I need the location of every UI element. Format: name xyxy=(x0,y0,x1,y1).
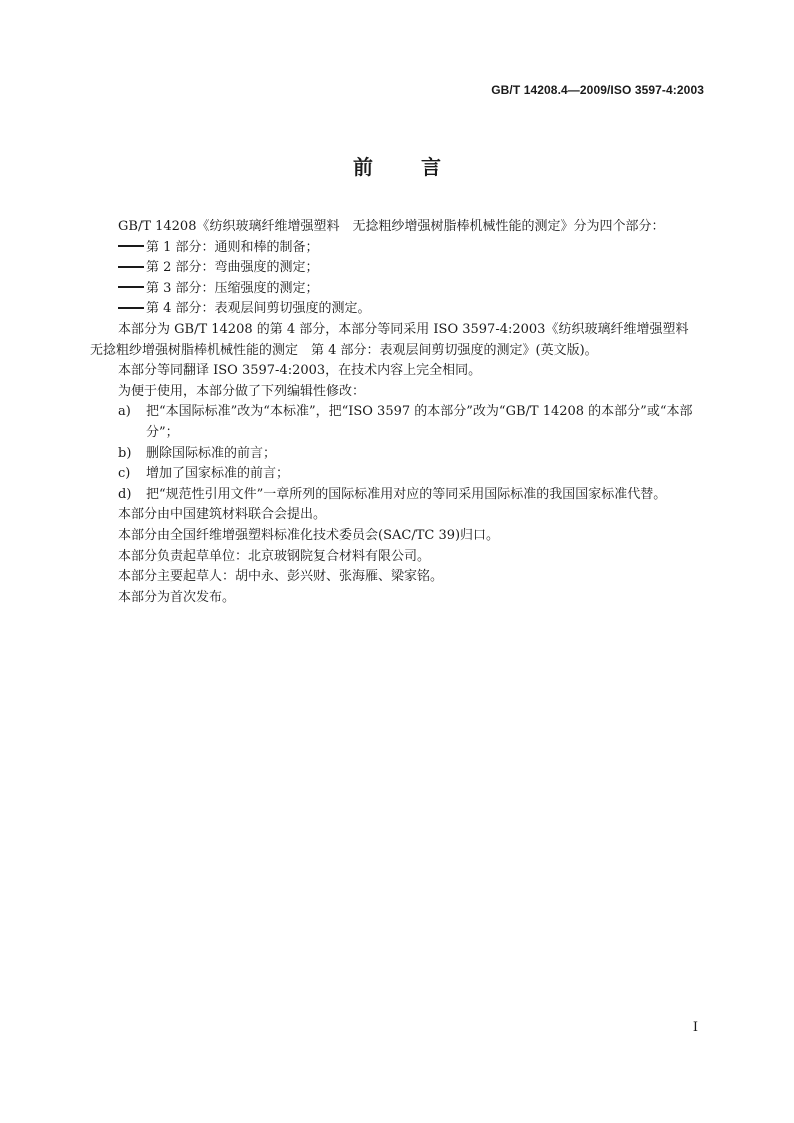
page-title: 前言 xyxy=(353,155,489,179)
standard-number-header: GB/T 14208.4—2009/ISO 3597-4:2003 xyxy=(491,83,704,97)
part-list-item xyxy=(90,279,706,300)
edit-list-item xyxy=(90,464,706,485)
drafters-paragraph: 本部分主要起草人：胡中永、彭兴财、张海雁、梁家铭。 xyxy=(118,569,444,585)
edits-intro-paragraph: 为便于使用，本部分做了下列编辑性修改： xyxy=(118,383,366,399)
edit-list-marker: b) xyxy=(118,445,132,461)
part-list-text: 第 1 部分：通则和棒的制备； xyxy=(146,239,319,255)
edit-list-item xyxy=(90,444,706,465)
edit-list-text: 把“本国际标准”改为“本标准”，把“ISO 3597 的本部分”改为“GB/T 14208 的本部分”或“本部分”； xyxy=(146,404,693,440)
edit-list-text: 增加了国家标准的前言； xyxy=(146,466,290,482)
edit-list-text: 把“规范性引用文件”一章所列的国际标准用对应的等同采用国际标准的我国国家标准代替。 xyxy=(146,486,667,502)
edit-list-item xyxy=(90,402,706,443)
proposed-by-paragraph: 本部分由中国建筑材料联合会提出。 xyxy=(118,507,327,523)
first-issue-paragraph: 本部分为首次发布。 xyxy=(118,589,236,605)
edit-list-item xyxy=(90,485,706,506)
edit-list-text: 删除国际标准的前言； xyxy=(146,445,277,461)
part-list-item xyxy=(90,238,706,259)
managed-by-paragraph: 本部分由全国纤维增强塑料标准化技术委员会(SAC/TC 39)归口。 xyxy=(118,527,500,543)
dash-icon xyxy=(118,286,144,288)
dash-icon xyxy=(118,245,144,247)
edit-list-marker: c) xyxy=(118,466,131,482)
translation-paragraph: 本部分等同翻译 ISO 3597-4:2003，在技术内容上完全相同。 xyxy=(118,363,482,379)
part-list-text: 第 3 部分：压缩强度的测定； xyxy=(146,280,319,296)
intro-paragraph: GB/T 14208《纺织玻璃纤维增强塑料 无捻粗纱增强树脂棒机械性能的测定》分为四个部分： xyxy=(118,219,665,234)
part-list-item xyxy=(90,258,706,279)
part-list-item xyxy=(90,299,706,320)
part-list-text: 第 2 部分：弯曲强度的测定； xyxy=(146,260,319,276)
equivalence-paragraph: 本部分为 GB/T 14208 的第 4 部分，本部分等同采用 ISO 3597-4:2003《纺织玻璃纤维增强塑料 无捻粗纱增强树脂棒机械性能的测定 第 4 部分：表观层间剪切强度的测定》(英文版)。 xyxy=(90,321,702,358)
part-list-text: 第 4 部分：表观层间剪切强度的测定。 xyxy=(146,301,371,317)
dash-icon xyxy=(118,266,144,268)
dash-icon xyxy=(118,307,144,309)
page-number: I xyxy=(692,1020,698,1035)
foreword-body xyxy=(90,217,706,608)
drafting-unit-paragraph: 本部分负责起草单位：北京玻钢院复合材料有限公司。 xyxy=(118,548,431,564)
edit-list-marker: a) xyxy=(118,404,131,420)
edit-list-marker: d) xyxy=(118,486,132,502)
